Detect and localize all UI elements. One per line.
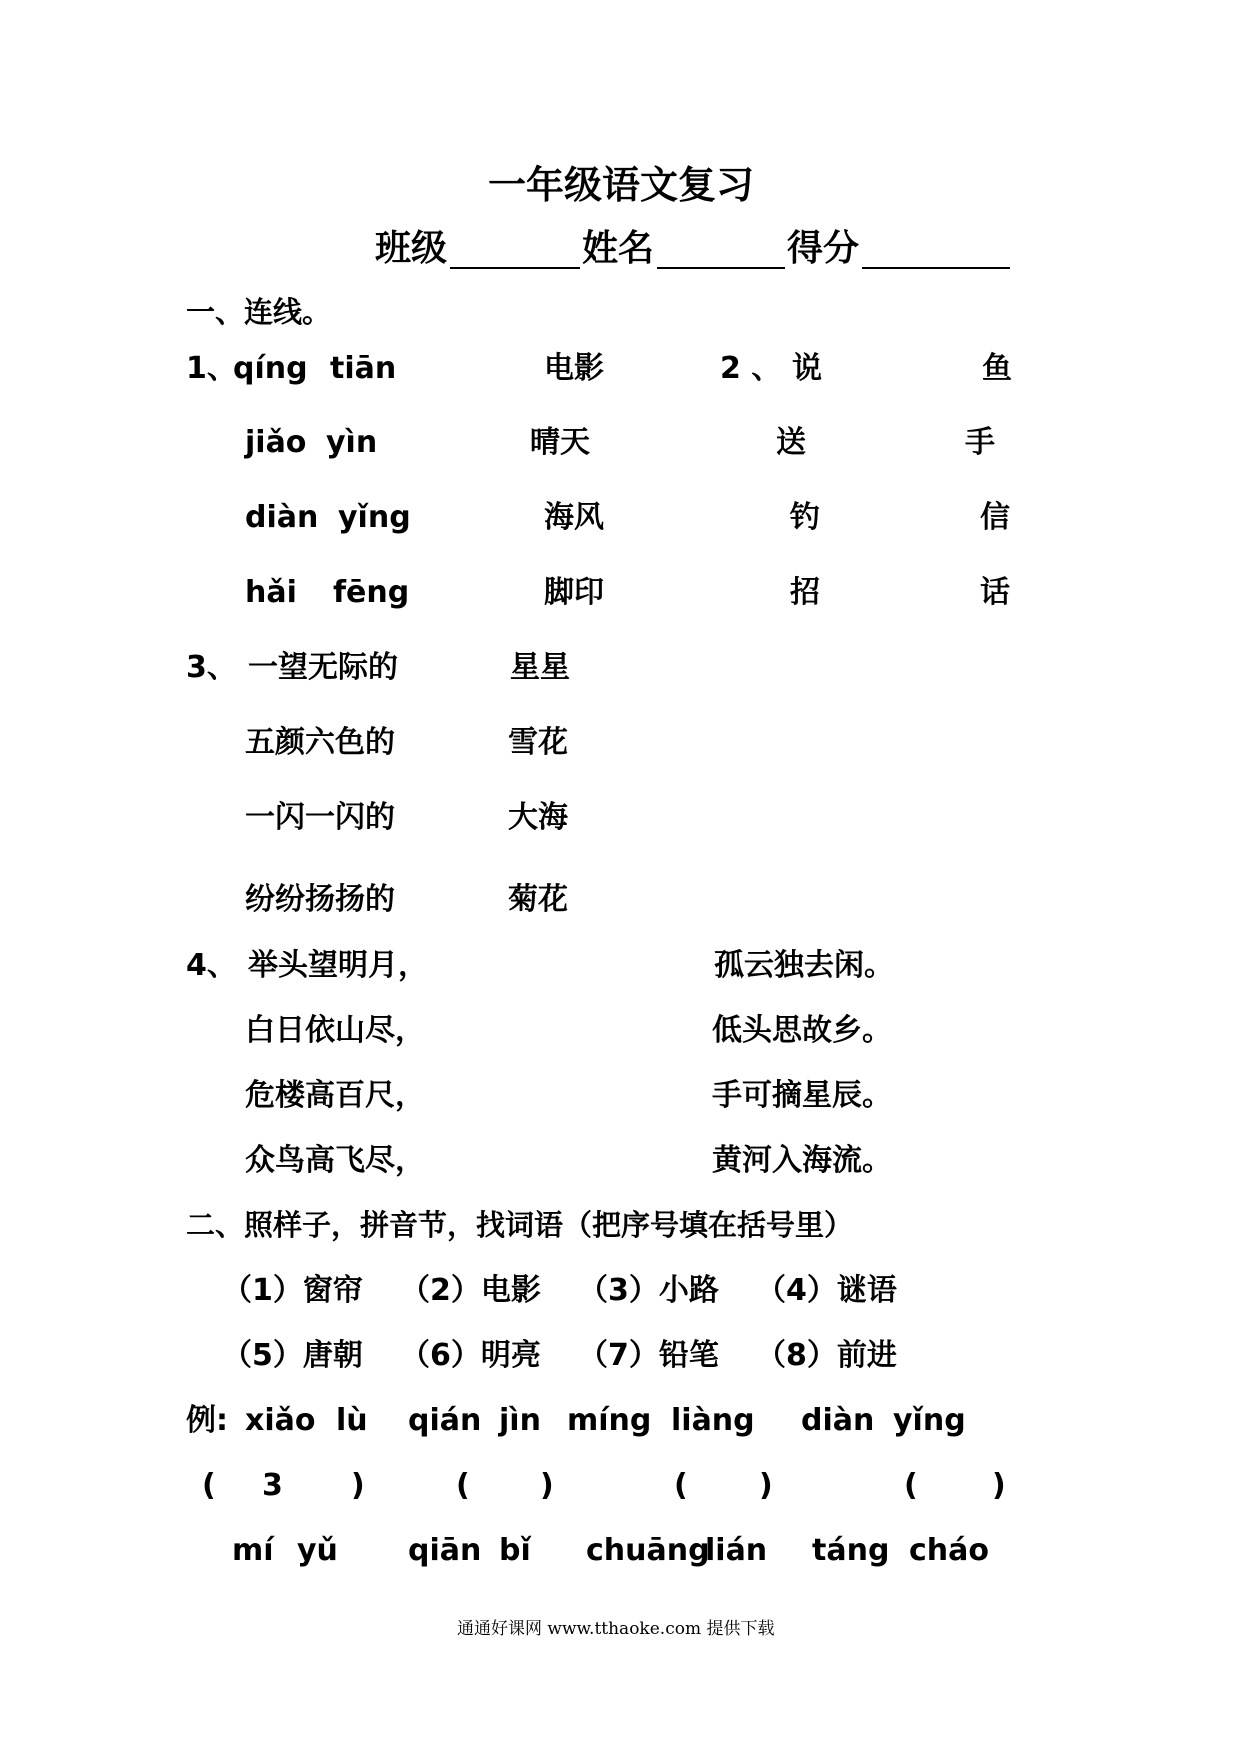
name-blank <box>657 267 785 269</box>
q1-word-4: 脚印 <box>544 575 604 610</box>
footer-credit: 通通好课网 www.tthaoke.com 提供下载 <box>457 1619 775 1639</box>
q2-noun-2: 手 <box>965 425 995 460</box>
q1-pinyin-3b: yǐng <box>338 500 411 535</box>
q1-word-2: 晴天 <box>530 425 590 460</box>
q2-verb-1: 说 <box>792 351 822 386</box>
paren-4-open: ( <box>904 1468 918 1503</box>
q3-number: 3、 <box>186 650 237 685</box>
row1-pinyin-4b: yǐng <box>893 1403 966 1438</box>
example-answer: 3 <box>262 1468 283 1503</box>
paren-2-close: ) <box>540 1468 554 1503</box>
row2-pinyin-3b: lián <box>705 1533 768 1568</box>
q1-pinyin-2b: yìn <box>326 425 378 460</box>
q1-pinyin-1a: qíng <box>233 351 308 386</box>
q3-left-1: 一望无际的 <box>248 650 398 685</box>
q3-right-1: 星星 <box>510 650 570 685</box>
q1-pinyin-3a: diàn <box>245 500 319 535</box>
q4-right-3: 手可摘星辰。 <box>712 1078 892 1113</box>
q2-number: 2 、 <box>720 351 782 386</box>
q2-verb-2: 送 <box>776 425 806 460</box>
paren-2-open: ( <box>456 1468 470 1503</box>
paren-1-close: ) <box>351 1468 365 1503</box>
q1-pinyin-4b: fēng <box>333 575 410 610</box>
score-blank <box>862 267 1010 269</box>
paren-4-close: ) <box>992 1468 1006 1503</box>
score-label: 得分 <box>787 228 860 269</box>
class-label: 班级 <box>375 228 448 269</box>
row2-pinyin-3a: chuāng <box>586 1533 710 1568</box>
q2-verb-4: 招 <box>790 575 820 610</box>
row2-pinyin-4a: táng <box>812 1533 890 1568</box>
q1-number: 1、 <box>186 351 237 386</box>
option-4: （4）谜语 <box>756 1273 897 1308</box>
q2-verb-3: 钓 <box>790 500 820 535</box>
q3-left-4: 纷纷扬扬的 <box>245 882 395 917</box>
q3-right-2: 雪花 <box>508 725 568 760</box>
q2-noun-4: 话 <box>980 575 1010 610</box>
option-6: （6）明亮 <box>400 1338 541 1373</box>
q3-left-2: 五颜六色的 <box>245 725 395 760</box>
row1-pinyin-2a: qián <box>408 1403 482 1438</box>
name-label: 姓名 <box>582 228 655 269</box>
option-3: （3）小路 <box>578 1273 719 1308</box>
q4-left-2: 白日依山尽， <box>245 1013 425 1048</box>
row2-pinyin-1a: mí <box>232 1533 274 1568</box>
row1-pinyin-4a: diàn <box>801 1403 875 1438</box>
q2-noun-1: 鱼 <box>982 351 1012 386</box>
section1-heading: 一、连线。 <box>186 295 332 329</box>
q1-pinyin-4a: hǎi <box>245 575 297 610</box>
q3-right-3: 大海 <box>508 800 568 835</box>
q1-word-3: 海风 <box>544 500 604 535</box>
row2-pinyin-2a: qiān <box>408 1533 482 1568</box>
row1-pinyin-1b: lù <box>336 1403 368 1438</box>
q2-noun-3: 信 <box>980 500 1010 535</box>
paren-3-close: ) <box>759 1468 773 1503</box>
option-5: （5）唐朝 <box>222 1338 363 1373</box>
q1-pinyin-2a: jiǎo <box>245 425 307 460</box>
option-8: （8）前进 <box>756 1338 897 1373</box>
row1-pinyin-3b: liàng <box>671 1403 755 1438</box>
q4-right-2: 低头思故乡。 <box>712 1013 892 1048</box>
q4-left-1: 举头望明月， <box>248 948 428 983</box>
row2-pinyin-2b: bǐ <box>499 1533 531 1568</box>
row2-pinyin-4b: cháo <box>909 1533 989 1568</box>
q4-left-3: 危楼高百尺， <box>245 1078 425 1113</box>
q4-number: 4、 <box>186 948 237 983</box>
option-7: （7）铅笔 <box>578 1338 719 1373</box>
row1-pinyin-3a: míng <box>567 1403 652 1438</box>
option-2: （2）电影 <box>400 1273 541 1308</box>
row2-pinyin-1b: yǔ <box>297 1533 338 1568</box>
row1-pinyin-1a: xiǎo <box>245 1403 316 1438</box>
option-1: （1）窗帘 <box>222 1273 363 1308</box>
paren-3-open: ( <box>674 1468 688 1503</box>
q3-right-4: 菊花 <box>508 882 568 917</box>
class-blank <box>450 267 580 269</box>
example-label: 例: <box>186 1403 228 1438</box>
row1-pinyin-2b: jìn <box>499 1403 541 1438</box>
q4-right-4: 黄河入海流。 <box>712 1143 892 1178</box>
section2-heading: 二、照样子，拼音节，找词语（把序号填在括号里） <box>186 1208 854 1242</box>
q3-left-3: 一闪一闪的 <box>245 800 395 835</box>
q1-word-1: 电影 <box>544 351 604 386</box>
q1-pinyin-1b: tiān <box>330 351 397 386</box>
q4-left-4: 众鸟高飞尽， <box>245 1143 425 1178</box>
paren-1-open: ( <box>202 1468 216 1503</box>
page-title: 一年级语文复习 <box>488 163 755 207</box>
q4-right-1: 孤云独去闲。 <box>714 948 894 983</box>
